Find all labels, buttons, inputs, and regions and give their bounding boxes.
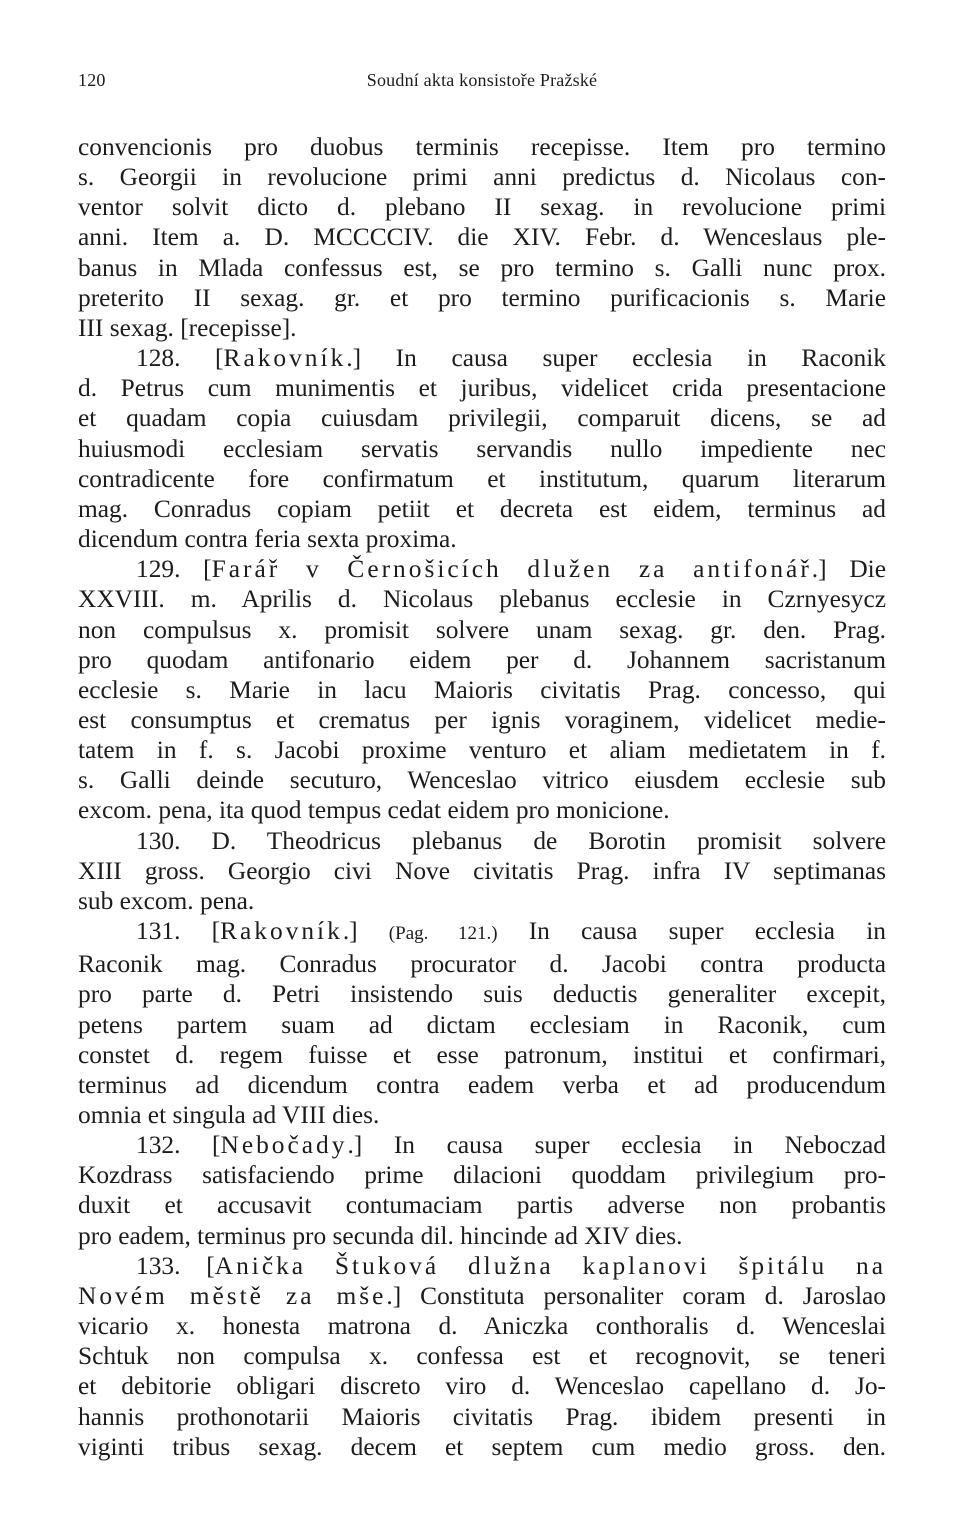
text-line: s. Galli deinde secuturo, Wenceslao vitrico eiusdem ecclesie sub <box>78 766 886 795</box>
text-line: est consumptus et crematus per ignis voraginem, videlicet medie- <box>78 705 886 734</box>
text-line: non compulsus x. promisit solvere unam sexag. gr. den. Prag. <box>78 615 886 644</box>
text-span: .] Constituta personaliter coram d. Jaroslao <box>386 1281 886 1310</box>
text-line: contradicente fore confirmatum et institutum, quarum literarum <box>78 464 886 493</box>
text-line: s. Georgii in revolucione primi anni predictus d. Nicolaus con- <box>78 163 886 192</box>
text-line: duxit et accusavit contumaciam partis adverse non probantis <box>78 1191 886 1220</box>
text-span: 128. [ <box>136 344 224 373</box>
text-line <box>78 1130 886 1160</box>
text-span: 133. [ <box>136 1251 215 1280</box>
text-line: Kozdrass satisfaciendo prime dilacioni quoddam privilegium pro- <box>78 1161 886 1190</box>
spaced-heading: Anička Štuková dlužna kaplanovi špitálu na <box>214 1251 886 1280</box>
text-line: terminus ad dicendum contra eadem verba et ad producendum <box>78 1070 886 1099</box>
text-line: tatem in f. s. Jacobi proxime venturo et aliam medietatem in f. <box>78 736 886 765</box>
text-line <box>78 554 886 584</box>
spaced-heading: Farář v Černošicích dlužen za antifonář <box>211 555 812 584</box>
text-line: omnia et singula ad VIII dies. <box>78 1101 380 1129</box>
page-reference: (Pag. 121.) <box>388 923 498 945</box>
text-line: constet d. regem fuisse et esse patronum, institui et confirmari, <box>78 1040 886 1069</box>
text-line: et debitorie obligari discreto viro d. Wenceslao capellano d. Jo- <box>78 1372 886 1401</box>
text-span: 132. [ <box>136 1131 221 1160</box>
page-number: 120 <box>78 70 106 90</box>
text-span: .] <box>342 917 389 946</box>
text-span: .] In causa super ecclesia in Neboczad <box>347 1131 886 1160</box>
text-line: anni. Item a. D. MCCCCIV. die XIV. Febr. d. Wenceslaus ple- <box>78 223 886 252</box>
text-line: pro parte d. Petri insistendo suis deductis generaliter excepit, <box>78 980 886 1009</box>
text-line: petens partem suam ad dictam ecclesiam in Raconik, cum <box>78 1010 886 1039</box>
text-line: viginti tribus sexag. decem et septem cum medio gross. den. <box>78 1432 886 1461</box>
text-line: 130. D. Theodricus plebanus de Borotin promisit solvere <box>136 826 886 855</box>
text-line: excom. pena, ita quod tempus cedat eidem pro monicione. <box>78 796 670 825</box>
document-body <box>78 132 886 1462</box>
text-line: XXVIII. m. Aprilis d. Nicolaus plebanus ecclesie in Czrnyesycz <box>78 585 886 614</box>
running-title: Soudní akta konsistoře Pražské <box>366 70 598 90</box>
text-line: mag. Conradus copiam petiit et decreta est eidem, terminus ad <box>78 494 886 523</box>
text-span: 129. [ <box>136 555 212 584</box>
text-line: ventor solvit dicto d. plebano II sexag. in revolucione primi <box>78 193 886 222</box>
text-line <box>78 343 886 373</box>
text-line: XIII gross. Georgio civi Nove civitatis Prag. infra IV septimanas <box>78 856 886 885</box>
text-line: sub excom. pena. <box>78 886 255 915</box>
text-line: huiusmodi ecclesiam servatis servandis nullo impediente nec <box>78 434 886 463</box>
text-line <box>78 1281 886 1311</box>
text-line: Schtuk non compulsa x. confessa est et recognovit, se teneri <box>78 1342 886 1371</box>
spaced-heading: Rakovník <box>220 917 343 946</box>
text-line <box>78 916 886 949</box>
text-line: vicario x. honesta matrona d. Aniczka conthoralis d. Wenceslai <box>78 1312 886 1341</box>
text-span: 131. [ <box>136 917 221 946</box>
text-line: banus in Mlada confessus est, se pro termino s. Galli nunc prox. <box>78 253 886 282</box>
spaced-heading: Nebočady <box>220 1131 348 1160</box>
text-span: In causa super ecclesia in <box>497 917 887 946</box>
text-line: ecclesie s. Marie in lacu Maioris civitatis Prag. concesso, qui <box>78 675 886 704</box>
text-line: convencionis pro duobus terminis recepisse. Item pro termino <box>78 133 886 161</box>
text-line: et quadam copia cuiusdam privilegii, comparuit dicens, se ad <box>78 404 886 433</box>
text-line: dicendum contra feria sexta proxima. <box>78 525 457 554</box>
text-line <box>78 1251 886 1281</box>
text-line: Raconik mag. Conradus procurator d. Jacobi contra producta <box>78 950 886 979</box>
text-span: .] In causa super ecclesia in Raconik <box>346 344 886 373</box>
text-line: pro eadem, terminus pro secunda dil. hincinde ad XIV dies. <box>78 1221 683 1250</box>
text-line: III sexag. [recepisse]. <box>78 313 297 342</box>
text-span: .] Die <box>811 555 886 584</box>
text-line: preterito II sexag. gr. et pro termino purificacionis s. Marie <box>78 283 886 312</box>
text-line: hannis prothonotarii Maioris civitatis Prag. ibidem presenti in <box>78 1402 886 1431</box>
spaced-heading: Rakovník <box>223 344 347 373</box>
page-header <box>78 70 886 98</box>
spaced-heading: Novém městě za mše <box>78 1281 387 1310</box>
text-line: pro quodam antifonario eidem per d. Johannem sacristanum <box>78 645 886 674</box>
text-line: d. Petrus cum munimentis et juribus, videlicet crida presentacione <box>78 374 886 403</box>
